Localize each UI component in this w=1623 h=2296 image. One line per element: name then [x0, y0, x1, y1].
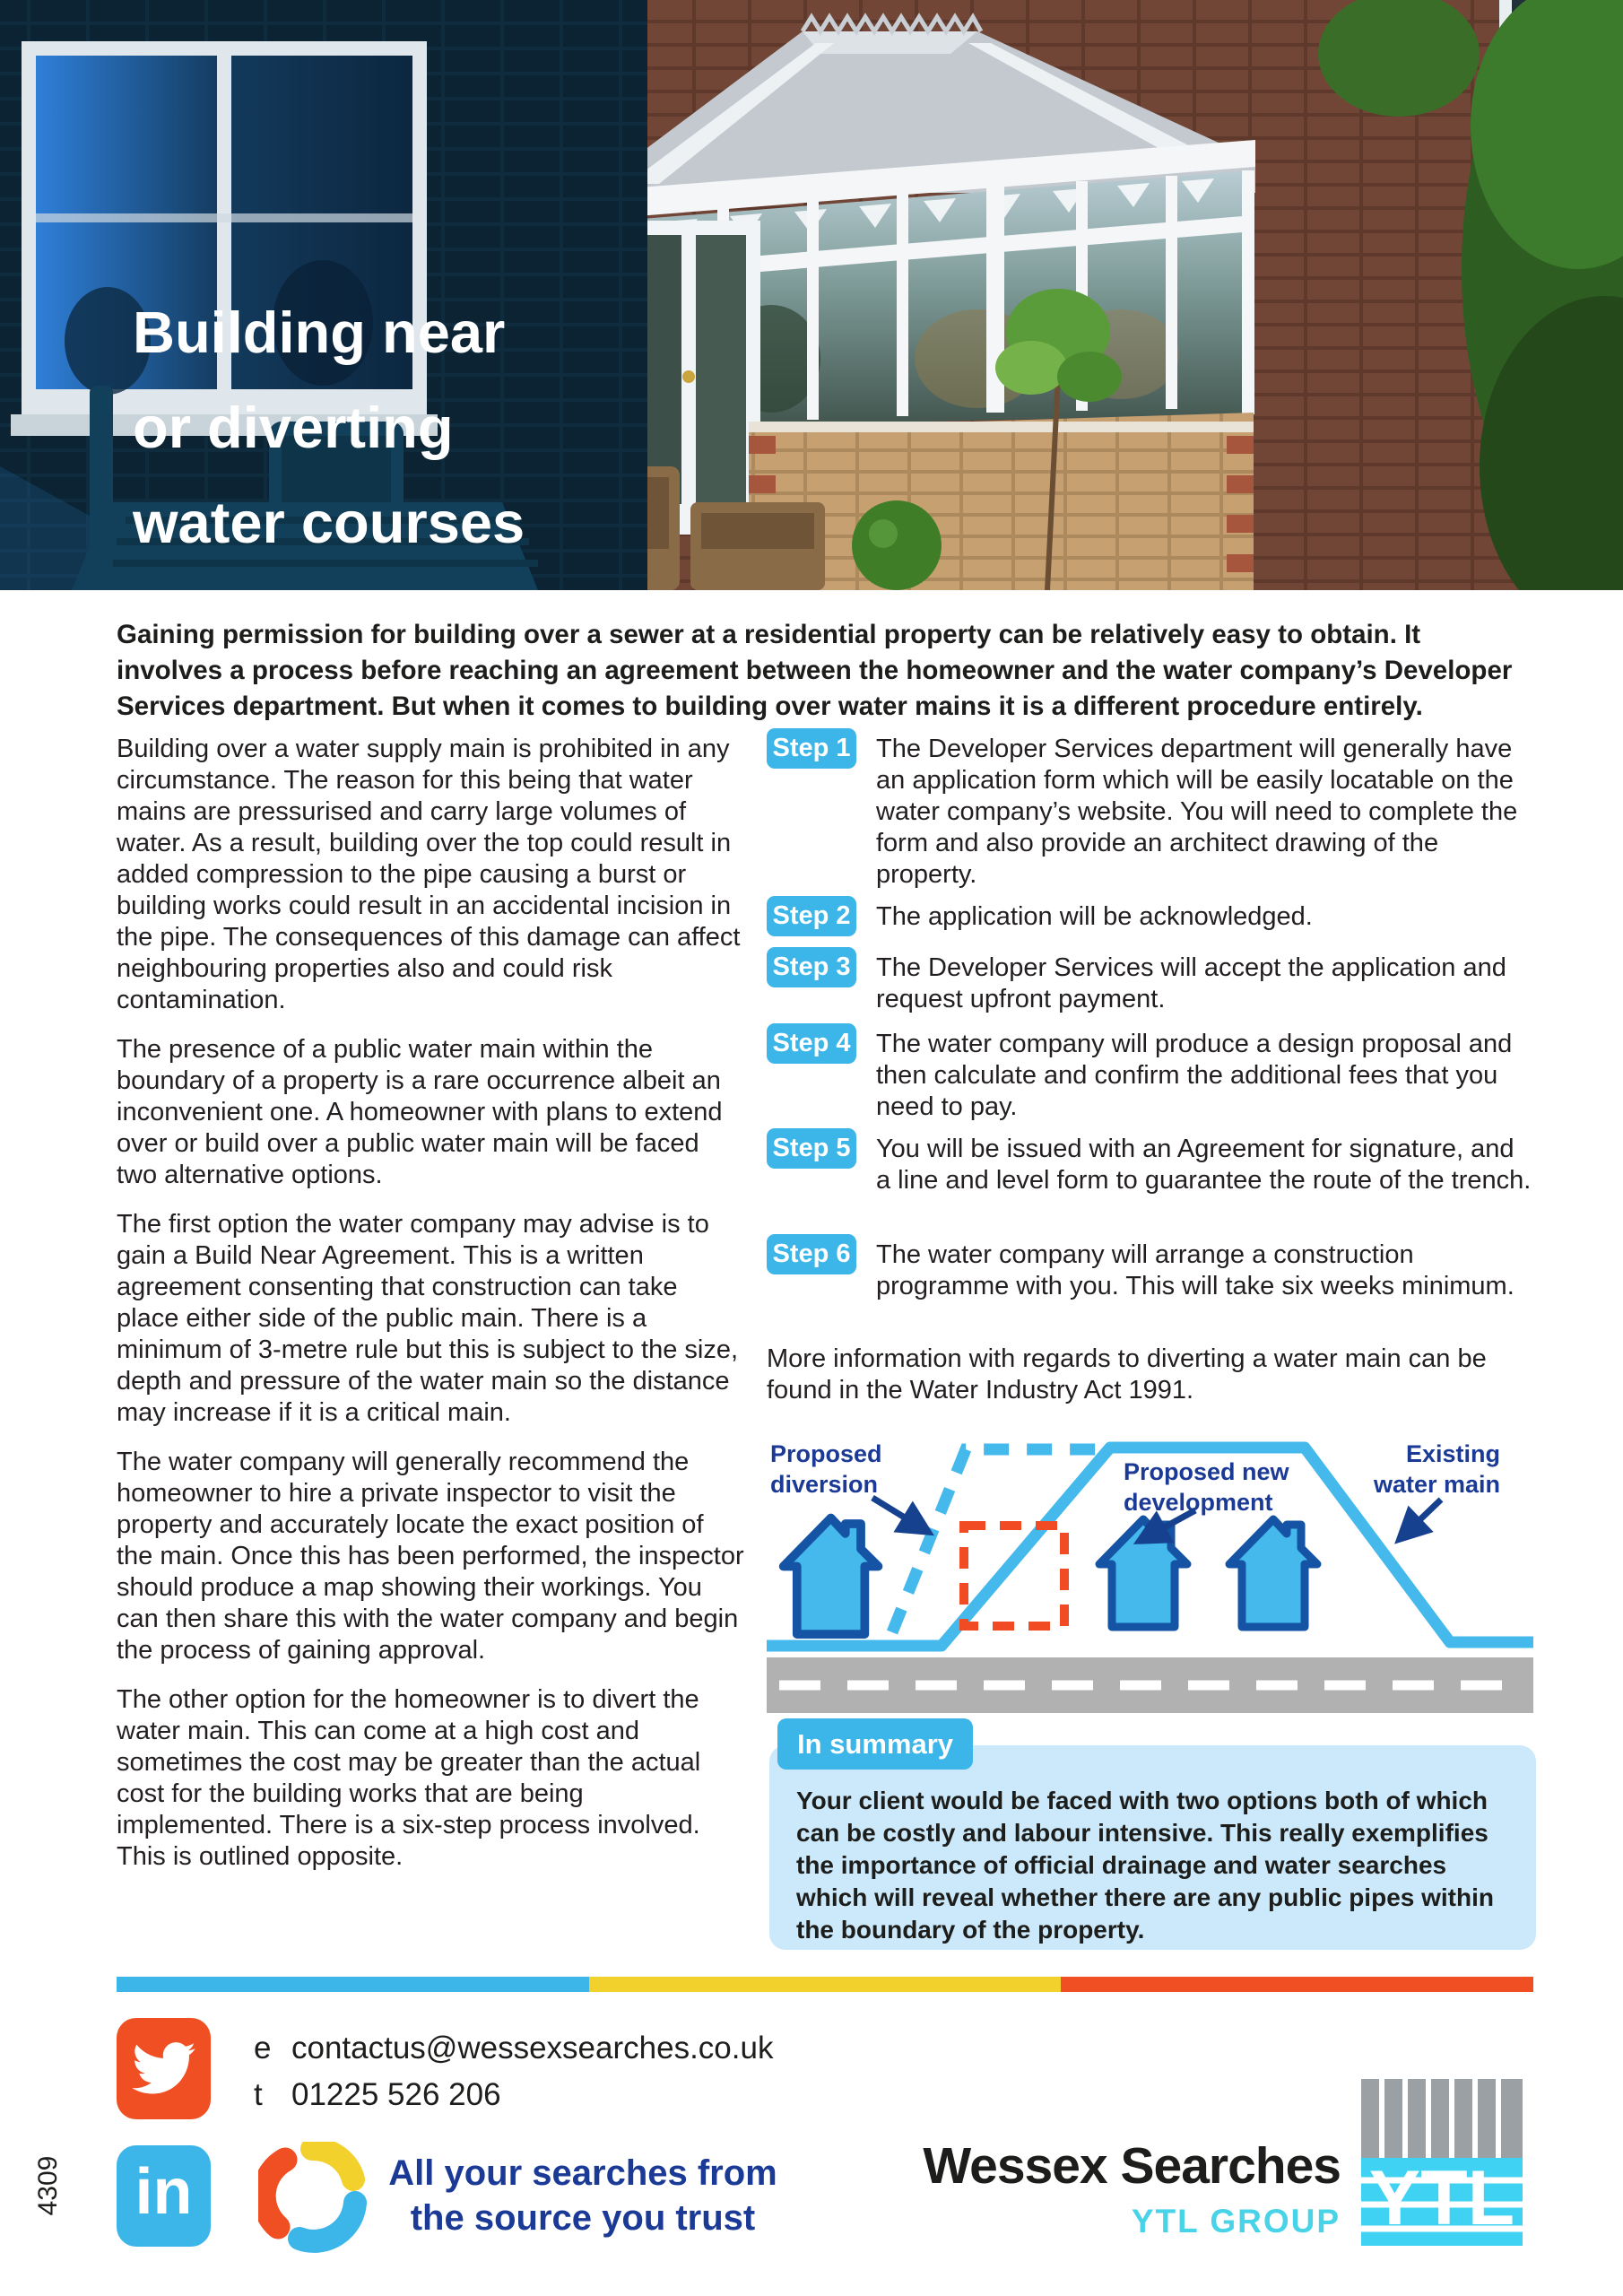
step-6-badge: Step 6 [767, 1234, 856, 1274]
linkedin-icon[interactable] [117, 2145, 211, 2247]
proposed-diversion-line [892, 1449, 1107, 1632]
intro-paragraph: Gaining permission for building over a sewer at a residential property can be relatively easy to obtain. It involves a process before reaching an agreement between the homeowner and the water company’s Developer Services department. But when it comes to building over water mains it is a different procedure entirely. [117, 620, 1513, 721]
linkedin-glyph: in [135, 2156, 193, 2228]
arrow-to-existing-main [1400, 1500, 1441, 1539]
brand-group-label: YTL GROUP [1131, 2203, 1341, 2239]
step-1-text: The Developer Services department will generally have an application form which will be easily locatable on the water company’s website. You will need to complete the form and also provide an architect drawing of the property. [876, 735, 1518, 889]
contact-block [254, 2025, 773, 2118]
arrow-to-diversion [872, 1498, 928, 1532]
divider-red-segment [1061, 1977, 1533, 1992]
label-existing-water-main: Existing [1405, 1440, 1500, 1467]
label-proposed-development: Proposed new [1124, 1458, 1289, 1485]
step-row-6 [767, 1239, 1533, 1302]
body-paragraph: The presence of a public water main within the boundary of a property is a rare occurrence albeit an inconvenient one. A homeowner with plans to extend over or build over a public water main will be faced two alternative options. [117, 1035, 723, 1189]
contact-email-row [254, 2025, 773, 2072]
page-title-line: or diverting [133, 395, 454, 460]
brand-wordmark: Wessex Searches [923, 2137, 1341, 2195]
more-info-paragraph: More information with regards to diverting a water main can be found in the Water Industry Act 1991. [767, 1344, 1487, 1405]
proposed-development-outline [964, 1526, 1064, 1626]
print-code: 4309 [33, 2155, 63, 2216]
label-existing-water-main: water main [1373, 1471, 1500, 1498]
summary-box: Your client would be faced with two options both of which can be costly and labour intensive. This really exemplifies the importance of official drainage and water searches which will reveal whether there are any public pipes within the boundary of the property. [769, 1745, 1536, 1950]
body-paragraph: Building over a water supply main is prohibited in any circumstance. The reason for this being that water mains are pressurised and carry large volumes of water. As a result, building over the top could result in added compression to the pipe causing a burst or building works could result in an accidental incision in the pipe. The consequences of this damage can affect neighbouring properties also and could risk contamination. [117, 735, 741, 1014]
summary-tab: In summary [777, 1718, 973, 1770]
divider-blue-segment [117, 1977, 589, 1992]
step-row-5 [767, 1134, 1533, 1196]
step-3-badge: Step 3 [767, 947, 856, 987]
step-4-text: The water company will produce a design proposal and then calculate and confirm the additional fees that you need to pay. [876, 1030, 1513, 1121]
divider-yellow-segment [589, 1977, 1062, 1992]
label-proposed-development: development [1124, 1489, 1273, 1516]
step-row-3 [767, 952, 1533, 1015]
page-title-line: Building near [133, 300, 506, 365]
step-1-badge: Step 1 [767, 728, 856, 769]
body-paragraph: The water company will generally recommend the homeowner to hire a private inspector to visit the property and accurately locate the exact position of the main. Once this has been performed, the inspector should produce a map showing their workings. You can then share this with the water company and begin the process of gaining approval. [117, 1448, 744, 1665]
page-title [133, 285, 525, 570]
contact-phone-row [254, 2072, 773, 2118]
hero-banner [0, 0, 1623, 590]
step-row-2 [767, 901, 1533, 936]
twitter-bird-icon [117, 2018, 211, 2119]
step-5-text: You will be issued with an Agreement for signature, and a line and level form to guarantee the route of the trench. [876, 1135, 1532, 1195]
wessex-swirl-logo [258, 2142, 375, 2254]
step-row-4 [767, 1029, 1533, 1123]
water-main-diagram [767, 1422, 1533, 1720]
body-paragraph: The first option the water company may advise is to gain a Build Near Agreement. This is a written agreement consenting that construction can take place either side of the public main. There is a minimum of 3-metre rule but this is subject to the size, depth and pressure of the water main so the distance may increase if it is a critical main. [117, 1210, 739, 1427]
step-2-badge: Step 2 [767, 896, 856, 936]
step-3-text: The Developer Services will accept the application and request upfront payment. [876, 953, 1506, 1013]
tagline-line: All your searches from [388, 2153, 777, 2193]
brand-tagline [377, 2151, 789, 2240]
step-5-badge: Step 5 [767, 1128, 856, 1169]
step-2-text: The application will be acknowledged. [876, 902, 1313, 931]
body-left-column [117, 734, 744, 1891]
body-paragraph: The other option for the homeowner is to divert the water main. This can come at a high cost and sometimes the cost may be greater than the actual cost for the building works that are being implemented. There is a six-step process involved. This is outlined opposite. [117, 1685, 701, 1871]
step-row-1 [767, 734, 1533, 891]
phone-prefix: t [254, 2077, 263, 2112]
twitter-icon[interactable] [117, 2018, 211, 2119]
phone-number[interactable]: 01225 526 206 [291, 2077, 501, 2112]
ytl-logo [1356, 2079, 1528, 2246]
label-proposed-diversion: Proposed [770, 1440, 882, 1467]
page-title-line: water courses [133, 490, 525, 555]
label-proposed-diversion: diversion [770, 1471, 879, 1498]
step-4-badge: Step 4 [767, 1023, 856, 1064]
ytl-logo-text: YTL [1368, 2155, 1515, 2241]
email-prefix: e [254, 2031, 272, 2066]
house-icon [784, 1518, 879, 1634]
tagline-line: the source you trust [410, 2198, 756, 2238]
house-icon [1229, 1519, 1317, 1627]
email-address[interactable]: contactus@wessexsearches.co.uk [291, 2031, 774, 2066]
body-right-column [767, 734, 1533, 1953]
colour-divider-bar [117, 1977, 1533, 1992]
step-6-text: The water company will arrange a construction programme with you. This will take six weeks minimum. [876, 1240, 1515, 1300]
